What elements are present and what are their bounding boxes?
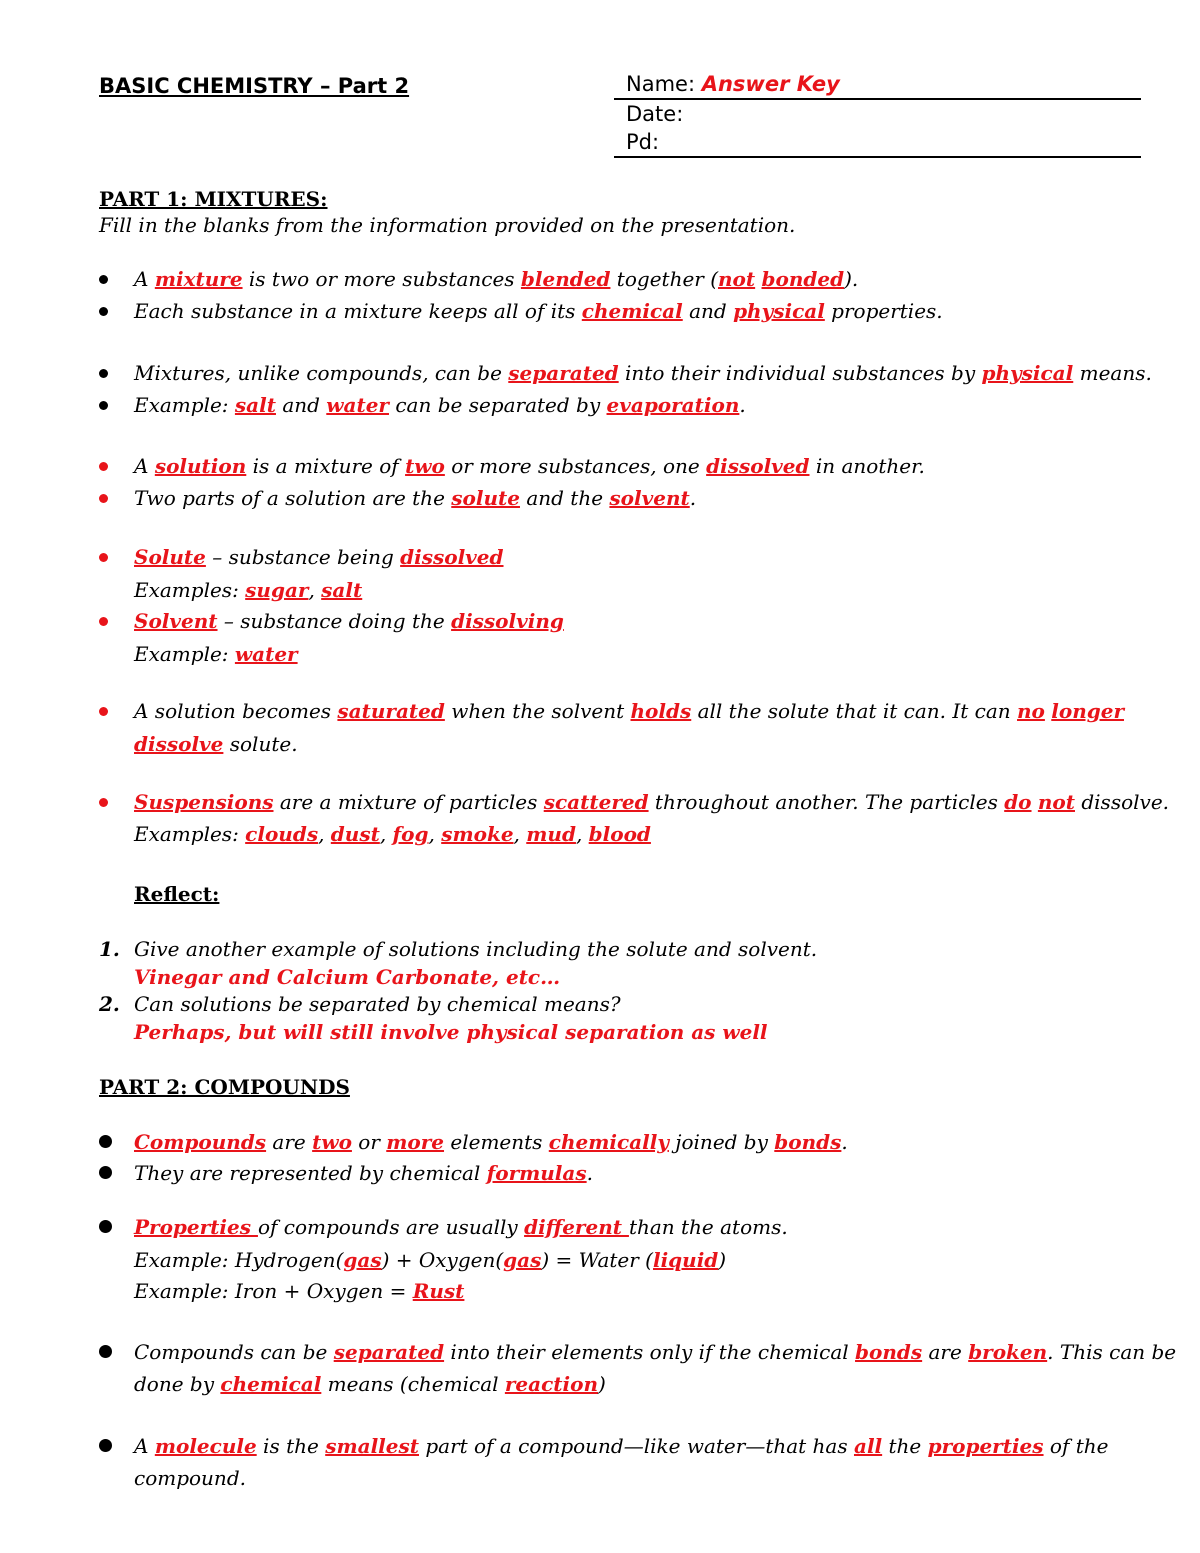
- line-text: ,: [318, 822, 331, 846]
- line-text: Compounds can be: [134, 1340, 334, 1364]
- line-text: .: [689, 486, 697, 510]
- line-text: is a mixture of: [246, 454, 406, 478]
- answer-blank: clouds: [245, 822, 319, 846]
- line-text: joined by: [668, 1130, 775, 1154]
- answer-blank: solution: [154, 454, 247, 478]
- answer-blank: formulas: [486, 1161, 587, 1185]
- answer-blank: different: [524, 1215, 629, 1239]
- line-text: dissolve.: [1075, 790, 1170, 814]
- answer-blank: Compounds: [134, 1130, 267, 1154]
- answer-blank: two: [312, 1130, 352, 1154]
- part1-line: [134, 359, 1152, 387]
- bullet-icon: [99, 462, 108, 471]
- answer-blank: bonds: [855, 1340, 923, 1364]
- line-text: A: [134, 1434, 155, 1458]
- line-text: is two or more substances: [242, 267, 521, 291]
- answer-blank: solvent: [609, 486, 690, 510]
- answer-blank: chemically: [548, 1130, 669, 1154]
- period-label: Pd:: [626, 130, 660, 154]
- answer-blank: dissolve: [134, 732, 224, 756]
- line-text: A solution becomes: [134, 699, 338, 723]
- bullet-icon: [99, 707, 108, 716]
- line-text: Examples:: [134, 578, 246, 602]
- answer-blank: holds: [630, 699, 692, 723]
- part1-line: [134, 391, 746, 419]
- answer-blank: Solute: [134, 545, 206, 569]
- bullet-icon: [99, 1345, 112, 1358]
- line-text: Each substance in a mixture keeps all of its: [134, 299, 582, 323]
- part1-line: [134, 820, 651, 848]
- answer-blank: longer: [1051, 699, 1124, 723]
- answer-blank: chemical: [220, 1372, 322, 1396]
- line-text: and: [682, 299, 734, 323]
- line-text: and: [275, 393, 327, 417]
- line-text: means (chemical: [321, 1372, 505, 1396]
- part2-line: [134, 1277, 464, 1305]
- question-number: 2.: [99, 992, 120, 1016]
- line-text: in another.: [809, 454, 925, 478]
- line-text: Example:: [134, 393, 235, 417]
- line-text: into their elements only if the chemical: [444, 1340, 856, 1364]
- line-text: than the atoms.: [628, 1215, 788, 1239]
- line-text: – substance being: [205, 545, 401, 569]
- answer-blank: no: [1017, 699, 1045, 723]
- answer-blank: molecule: [154, 1434, 257, 1458]
- part1-line: [134, 484, 696, 512]
- part1-line: [134, 730, 298, 758]
- line-text: They are represented by chemical: [134, 1161, 487, 1185]
- line-text: properties.: [824, 299, 943, 323]
- line-text: Two parts of a solution are the: [134, 486, 452, 510]
- answer-blank: water: [234, 642, 298, 666]
- part2-line: [134, 1213, 788, 1241]
- answer-blank: two: [405, 454, 445, 478]
- line-text: and the: [519, 486, 610, 510]
- line-text: ,: [513, 822, 527, 846]
- part1-line: [134, 640, 298, 668]
- line-text: are: [266, 1130, 313, 1154]
- part2-line: [134, 1159, 593, 1187]
- answer-blank: evaporation: [606, 393, 740, 417]
- name-row: [614, 70, 1141, 100]
- part2-line: [134, 1432, 1108, 1460]
- bullet-icon: [99, 369, 108, 378]
- answer-blank: mud: [526, 822, 576, 846]
- bullet-icon: [99, 798, 108, 807]
- part2-line: [134, 1338, 1176, 1366]
- reflect-heading: Reflect:: [134, 882, 220, 906]
- line-text: A: [134, 454, 155, 478]
- answer-blank: salt: [234, 393, 276, 417]
- line-text: ,: [428, 822, 442, 846]
- part1-line: [134, 452, 925, 480]
- answer-blank: Rust: [412, 1279, 465, 1303]
- bullet-icon: [99, 275, 108, 284]
- line-text: of compounds are usually: [257, 1215, 525, 1239]
- answer-blank: dissolved: [400, 545, 504, 569]
- line-text: the: [882, 1434, 928, 1458]
- answer-blank: sugar: [245, 578, 309, 602]
- answer-blank: chemical: [581, 299, 683, 323]
- line-text: all the solute that it can. It can: [691, 699, 1018, 723]
- line-text: ).: [844, 267, 859, 291]
- line-text: – substance doing the: [217, 609, 452, 633]
- part1-line: [134, 543, 504, 571]
- date-row: [614, 100, 1141, 128]
- part1-line: [134, 265, 858, 293]
- part1-line: [134, 607, 564, 635]
- part2-line: [134, 1370, 606, 1398]
- period-row: [614, 128, 1141, 158]
- question-number: 1.: [99, 937, 120, 961]
- name-value: Answer Key: [701, 72, 840, 96]
- reflect-answer-1: Vinegar and Calcium Carbonate, etc…: [134, 965, 561, 989]
- bullet-icon: [99, 1135, 112, 1148]
- part2-line: [134, 1464, 246, 1492]
- answer-blank: saturated: [337, 699, 445, 723]
- answer-blank: physical: [981, 361, 1074, 385]
- line-text: .: [841, 1130, 848, 1154]
- answer-blank: water: [326, 393, 389, 417]
- answer-blank: gas: [503, 1248, 542, 1272]
- answer-blank: Suspensions: [134, 790, 274, 814]
- answer-blank: blended: [520, 267, 611, 291]
- answer-blank: more: [386, 1130, 445, 1154]
- answer-blank: separated: [333, 1340, 445, 1364]
- answer-blank: physical: [733, 299, 825, 323]
- line-text: Mixtures, unlike compounds, can be: [134, 361, 509, 385]
- answer-blank: smallest: [325, 1434, 419, 1458]
- line-text: elements: [444, 1130, 549, 1154]
- answer-blank: Properties: [134, 1215, 258, 1239]
- line-text: solute.: [223, 732, 298, 756]
- bullet-icon: [99, 553, 108, 562]
- date-label: Date:: [626, 102, 684, 126]
- answer-blank: dissolved: [706, 454, 810, 478]
- answer-blank: solute: [451, 486, 520, 510]
- line-text: throughout another. The particles: [648, 790, 1005, 814]
- line-text: ) = Water (: [541, 1248, 653, 1272]
- line-text: compound.: [134, 1466, 246, 1490]
- answer-blank: separated: [508, 361, 619, 385]
- bullet-icon: [99, 1439, 112, 1452]
- line-text: ,: [308, 578, 322, 602]
- answer-blank: properties: [927, 1434, 1044, 1458]
- answer-blank: salt: [321, 578, 363, 602]
- line-text: can be separated by: [388, 393, 607, 417]
- line-text: Example: Hydrogen(: [134, 1248, 344, 1272]
- line-text: ,: [575, 822, 589, 846]
- part1-heading: PART 1: MIXTURES:: [99, 187, 328, 211]
- bullet-icon: [99, 1220, 112, 1233]
- answer-blank: Solvent: [134, 609, 218, 633]
- page-title: BASIC CHEMISTRY – Part 2: [99, 74, 410, 98]
- answer-blank: dissolving: [451, 609, 564, 633]
- reflect-question-2: Can solutions be separated by chemical means?: [134, 992, 621, 1016]
- answer-blank: mixture: [154, 267, 243, 291]
- line-text: Examples:: [134, 822, 246, 846]
- part2-line: [134, 1128, 848, 1156]
- line-text: together (: [610, 267, 719, 291]
- answer-blank: smoke: [441, 822, 514, 846]
- answer-blank: reaction: [504, 1372, 598, 1396]
- line-text: . This can be: [1047, 1340, 1177, 1364]
- answer-blank: not: [1037, 790, 1075, 814]
- line-text: ) + Oxygen(: [381, 1248, 504, 1272]
- line-text: Example:: [134, 642, 235, 666]
- line-text: Example: Iron + Oxygen =: [134, 1279, 413, 1303]
- line-text: are a mixture of particles: [273, 790, 544, 814]
- line-text: done by: [134, 1372, 221, 1396]
- name-label: Name:: [626, 72, 696, 96]
- line-text: of the: [1043, 1434, 1109, 1458]
- bullet-icon: [99, 617, 108, 626]
- bullet-icon: [99, 401, 108, 410]
- line-text: ,: [379, 822, 393, 846]
- part2-line: [134, 1246, 726, 1274]
- line-text: part of a compound—like water—that has: [419, 1434, 854, 1458]
- line-text: is the: [256, 1434, 326, 1458]
- line-text: or more substances, one: [444, 454, 707, 478]
- answer-blank: liquid: [652, 1248, 719, 1272]
- line-text: or: [351, 1130, 387, 1154]
- answer-blank: bonded: [761, 267, 845, 291]
- bullet-icon: [99, 494, 108, 503]
- answer-blank: dust: [330, 822, 380, 846]
- answer-blank: gas: [343, 1248, 382, 1272]
- part1-line: [134, 297, 943, 325]
- line-text: into their individual substances by: [618, 361, 982, 385]
- line-text: .: [739, 393, 746, 417]
- part1-line: [134, 576, 362, 604]
- answer-blank: blood: [588, 822, 651, 846]
- line-text: ): [718, 1248, 727, 1272]
- part1-line: [134, 697, 1124, 725]
- line-text: A: [134, 267, 155, 291]
- answer-blank: broken: [968, 1340, 1048, 1364]
- line-text: ): [598, 1372, 606, 1396]
- answer-blank: all: [853, 1434, 883, 1458]
- line-text: when the solvent: [444, 699, 631, 723]
- answer-blank: scattered: [543, 790, 649, 814]
- part2-heading: PART 2: COMPOUNDS: [99, 1075, 350, 1099]
- line-text: .: [586, 1161, 593, 1185]
- bullet-icon: [99, 1166, 112, 1179]
- reflect-question-1: Give another example of solutions including the solute and solvent.: [134, 937, 818, 961]
- reflect-answer-2: Perhaps, but will still involve physical separation as well: [134, 1020, 768, 1044]
- answer-blank: do: [1004, 790, 1032, 814]
- part1-instructions: Fill in the blanks from the information provided on the presentation.: [99, 213, 796, 237]
- bullet-icon: [99, 307, 108, 316]
- part1-line: [134, 788, 1169, 816]
- line-text: are: [922, 1340, 969, 1364]
- line-text: means.: [1073, 361, 1152, 385]
- answer-blank: bonds: [774, 1130, 842, 1154]
- student-info-block: [614, 70, 1141, 158]
- answer-blank: fog: [392, 822, 429, 846]
- answer-blank: not: [718, 267, 756, 291]
